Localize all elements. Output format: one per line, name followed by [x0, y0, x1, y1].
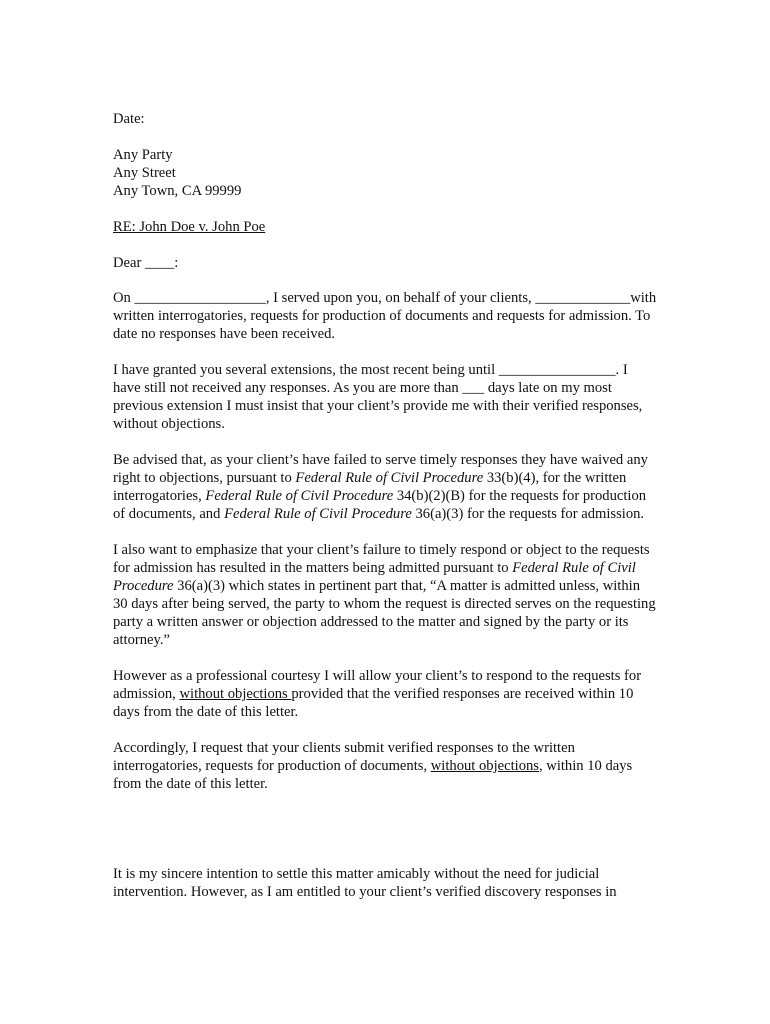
- paragraph-intention: It is my sincere intention to settle this matter amicably without the need for judicial intervention. However, as I am entitled to your client’s verified discovery responses in: [113, 866, 617, 900]
- admissions-text-1: I also want to emphasize that your client’s failure to timely respond or object to the requests for admission has resulted in the matters being admitted pursuant to: [113, 542, 650, 576]
- underlined-phrase: without objections: [430, 758, 539, 774]
- waiver-text-2: 33(b)(4), for the written interrogatories,: [113, 470, 627, 504]
- underlined-phrase: without objections: [179, 686, 292, 702]
- waiver-text-4: 36(a)(3) for the requests for admission.: [411, 506, 645, 522]
- paragraph-service: On __________________, I served upon you, on behalf of your clients, _____________with written interrogatories, requests for production of documents and requests for admission. To date no responses have been received.: [113, 290, 657, 342]
- recipient-address: [113, 146, 658, 200]
- paragraph-courtesy: [113, 667, 658, 721]
- address-line-1: Any Party: [113, 147, 173, 163]
- admissions-text-2: 36(a)(3) which states in pertinent part that, “A matter is admitted unless, within 30 days after being served, the party to whom the request is directed serves on the requesting party a written answer or objection addressed to the matter and signed by the party or its attorney.”: [113, 578, 656, 648]
- re-line-text: RE: John Doe v. John Poe: [113, 219, 266, 235]
- courtesy-text-1: However as a professional courtesy I will allow your client’s to respond to the requests for admission,: [113, 668, 642, 702]
- salutation: Dear ____:: [113, 255, 179, 271]
- rule-citation: Federal Rule of Civil Procedure: [205, 488, 394, 504]
- paragraph-request: [113, 739, 658, 793]
- rule-citation: Federal Rule of Civil Procedure: [295, 470, 484, 486]
- letter-body: [113, 110, 658, 919]
- waiver-text-1: Be advised that, as your client’s have failed to serve timely responses they have waived any right to objections, pursuant to: [113, 452, 648, 486]
- paragraph-extensions: I have granted you several extensions, the most recent being until ________________. I have still not received any responses. As you are more than ___ days late on my most previous extension I must insist that your client’s provide me with their verified responses, without objections.: [113, 362, 643, 432]
- rule-citation: Federal Rule of Civil Procedure: [113, 560, 636, 594]
- paragraph-admissions: [113, 541, 658, 649]
- re-line: [113, 218, 658, 236]
- paragraph-waiver: [113, 451, 658, 523]
- address-line-3: Any Town, CA 99999: [113, 183, 242, 199]
- rule-citation: Federal Rule of Civil Procedure: [224, 506, 412, 522]
- address-line-2: Any Street: [113, 165, 176, 181]
- request-text-1: Accordingly, I request that your clients submit verified responses to the written interrogatories, requests for production of documents,: [113, 740, 575, 774]
- date-label: Date:: [113, 111, 145, 127]
- waiver-text-3: 34(b)(2)(B) for the requests for production of documents, and: [113, 488, 647, 522]
- request-text-2: , within 10 days from the date of this letter.: [113, 758, 633, 792]
- courtesy-text-2: provided that the verified responses are received within 10 days from the date of this letter.: [113, 686, 634, 720]
